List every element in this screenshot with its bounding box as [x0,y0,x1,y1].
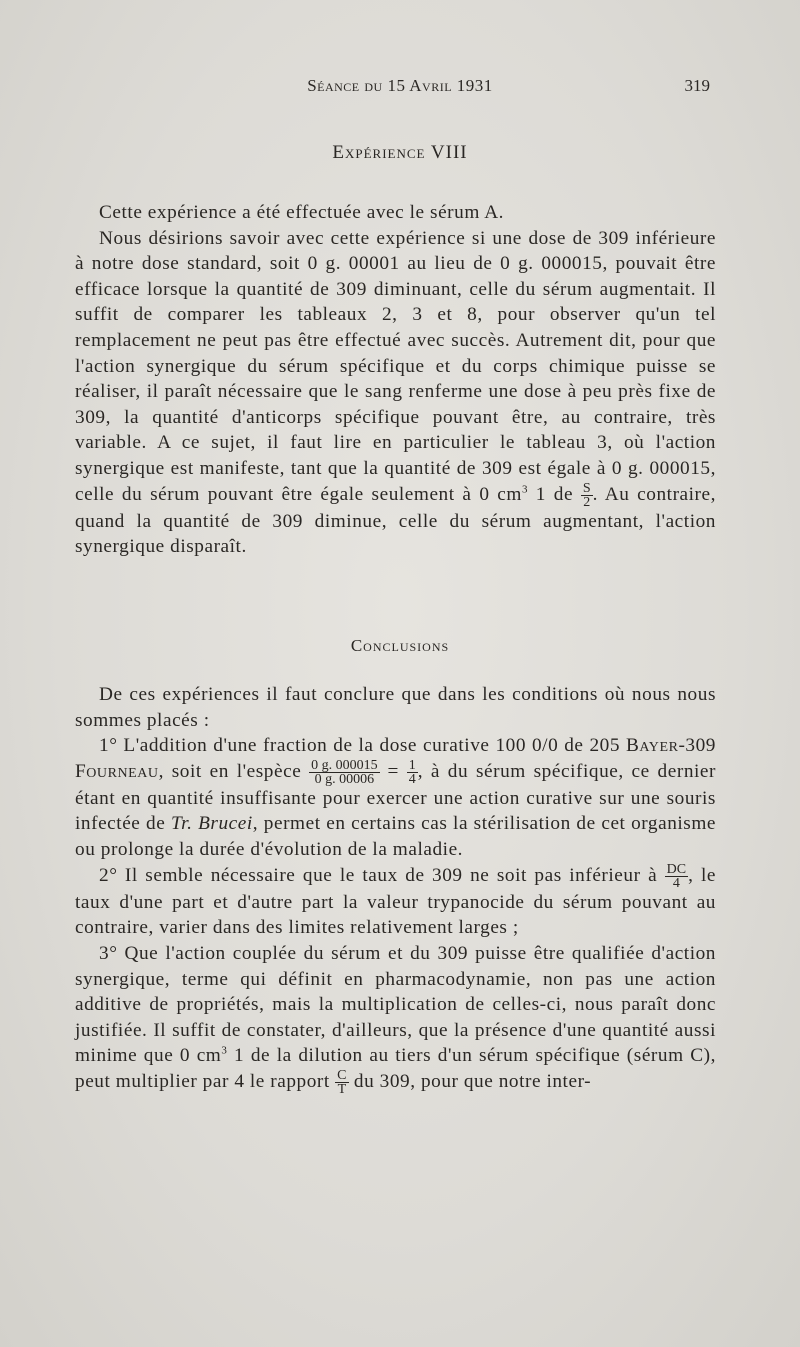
paragraph [75,733,716,862]
fraction-numerator: 0 g. 000015 [311,757,378,773]
text-run: 3° Que l'action couplée du sérum et du 309 puisse être qualifiée d'action synergique, terme qui définit en pharmacodynamie, non pas une action additive de propriétés, mais la multiplication de celles-ci, nous paraît donc justifiée. Il suffit de constater, d'ailleurs, que la présence d'une quantité aussi minime que 0 cm [75,942,716,1067]
fraction-denominator: T [337,1081,347,1097]
fraction [335,1069,348,1096]
fraction-numerator: 1 [408,757,416,773]
text-run: 1° L'addition d'une fraction de la dose curative 100 0/0 de 205 [99,735,627,757]
fraction-denominator: 0 g. 00006 [314,771,375,787]
fraction [581,482,593,509]
fraction [407,759,418,786]
section-title-conclusions: Conclusions [350,636,450,655]
superscript: 3 [221,1044,228,1057]
text-run: 2° Il semble nécessaire que le taux de 309 ne soit pas inférieur à [99,864,665,886]
text-run: = [379,760,407,782]
fraction-numerator: DC [666,861,687,877]
page-number: 319 [684,76,710,95]
text-run: du 309, pour que notre inter- [348,1070,592,1092]
conclusions-body [75,682,716,1096]
paragraph [75,863,716,941]
text-run: -309 [678,735,716,757]
text-run: , permet en certains cas la stérilisation de cet organisme ou prolonge la durée d'évolution de la maladie. [75,813,717,861]
running-title: Séance du 15 Avril 1931 [307,76,493,95]
text-run: Nous désirions savoir avec cette expérience si une dose de 309 inférieure à notre dose standard, soit 0 g. 00001 au lieu de 0 g. 000015, pouvait être efficace lorsque la quantité de 309 diminuant, celle du sérum augmentait. Il suffit de comparer les tableaux 2, 3 et 8, pour observer qu'un tel remplacement ne peut pas être effectué avec succès. Autrement dit, pour que l'action synergique du sérum spécifique et du corps chimique puisse se réaliser, il paraît nécessaire que le sang renferme une dose à peu près fixe de 309, la quantité d'anticorps spécifique pouvant être, au contraire, très variable. A ce sujet, il faut lire en particulier le tableau 3, où l'action synergique est manifeste, tant que la quantité de 309 est égale à 0 g. 000015, celle du sérum pouvant être égale seulement à 0 cm [75,227,716,505]
paragraph [75,941,716,1096]
text-run: . Au contraire, quand la quantité de 309 diminue, celle du sérum augmentant, l'action synergique disparaît. [75,483,716,558]
text-run: 1 de [528,483,581,505]
text-run: , à du sérum spécifique, ce dernier étant en quantité insuffisante pour exercer une action curative sur une souris infectée de [75,760,717,835]
experience-body [75,200,716,560]
fraction-denominator: 4 [408,771,416,787]
paragraph [75,226,716,560]
text-run: Bayer [626,735,679,757]
fraction [309,759,380,786]
fraction-numerator: S [582,480,591,496]
fraction [665,863,688,890]
fraction-numerator: C [337,1067,347,1083]
running-header [0,76,800,100]
fraction-denominator: 2 [583,494,591,510]
text-run: Fourneau [75,760,159,782]
paragraph: Cette expérience a été effectuée avec le sérum A. [99,202,505,223]
superscript: 3 [521,483,529,496]
text-run: , le taux d'une part et d'autre part la valeur trypanocide du sérum pouvant au contraire, varier dans des limites relativement larges ; [75,864,716,939]
text-run: 1 de la dilution au tiers d'un sérum spécifique (sérum C), peut multiplier par 4 le rapport [75,1045,716,1092]
paragraph: De ces expériences il faut conclure que dans les conditions où nous nous sommes placés : [75,684,716,731]
fraction-denominator: 4 [672,875,680,891]
species-name: Tr. Brucei [170,813,253,835]
text-run: , soit en l'espèce [158,760,310,782]
section-title-experience: Expérience VIII [332,142,468,163]
